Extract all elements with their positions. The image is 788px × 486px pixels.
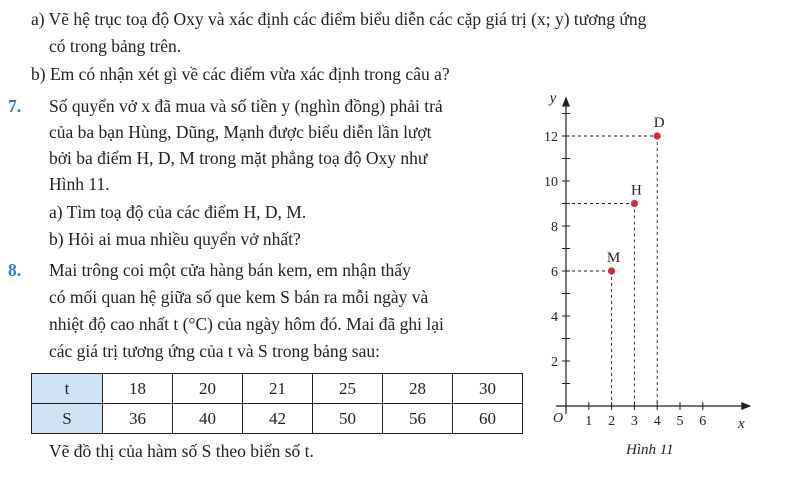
- y-tick-label: 10: [544, 175, 558, 190]
- problem7-line: Hình 11.: [49, 174, 110, 194]
- data-point-d: [654, 132, 661, 139]
- table-cell: 56: [383, 404, 453, 434]
- problem8-line: các giá trị tương ứng của t và S trong bảng sau:: [49, 341, 380, 361]
- table-cell: 30: [453, 374, 523, 404]
- table-cell: 25: [313, 374, 383, 404]
- y-tick-label: 2: [551, 355, 558, 370]
- y-tick-label: 4: [551, 310, 558, 325]
- table-cell: 50: [313, 404, 383, 434]
- problem7-line: Số quyển vở x đã mua và số tiền y (nghìn đồng) phải trả: [49, 96, 443, 116]
- problem6-line-b: b) Em có nhận xét gì về các điểm vừa xác định trong câu a?: [31, 64, 450, 84]
- x-axis-arrow: [741, 402, 751, 410]
- y-tick-label: 6: [551, 265, 558, 280]
- t-s-value-table: [31, 373, 523, 434]
- x-tick-label: 2: [608, 414, 616, 429]
- table-cell: 40: [173, 404, 243, 434]
- row-label-s: S: [32, 404, 103, 434]
- point-label-h: H: [630, 182, 642, 199]
- problem8-line: có mối quan hệ giữa số que kem S bán ra mỗi ngày và: [49, 287, 429, 307]
- x-tick-label: 4: [653, 414, 661, 429]
- table-row-t: [32, 374, 523, 404]
- table-cell: 28: [383, 374, 453, 404]
- table-cell: 20: [173, 374, 243, 404]
- problem8-number: 8.: [8, 260, 22, 280]
- x-tick-label: 6: [699, 414, 707, 429]
- origin-label: O: [552, 411, 564, 426]
- table-row-s: [32, 404, 523, 434]
- problem6-line-a-cont: có trong bảng trên.: [49, 36, 182, 56]
- table-cell: 36: [103, 404, 173, 434]
- table-cell: 42: [243, 404, 313, 434]
- coordinate-plane-chart: [528, 92, 778, 432]
- problem7-part-b: b) Hỏi ai mua nhiều quyển vở nhất?: [49, 229, 301, 249]
- problem8-task: Vẽ đồ thị của hàm số S theo biến số t.: [49, 441, 314, 461]
- table-cell: 21: [243, 374, 313, 404]
- point-label-d: D: [653, 115, 665, 131]
- x-tick-label: 5: [676, 414, 684, 429]
- table-cell: 60: [453, 404, 523, 434]
- row-label-t: t: [32, 374, 103, 404]
- data-point-h: [631, 200, 638, 207]
- table-cell: 18: [103, 374, 173, 404]
- y-axis-label: y: [549, 92, 557, 107]
- y-tick-label: 12: [544, 130, 558, 145]
- data-point-m: [608, 267, 615, 274]
- x-tick-label: 1: [585, 414, 593, 429]
- x-tick-label: 3: [630, 414, 638, 429]
- point-label-m: M: [606, 250, 621, 266]
- problem7-line: bởi ba điểm H, D, M trong mặt phẳng toạ độ Oxy như: [49, 148, 428, 168]
- problem7-part-a: a) Tìm toạ độ của các điểm H, D, M.: [49, 202, 307, 222]
- problem7-number: 7.: [8, 96, 22, 116]
- problem8-line: nhiệt độ cao nhất t (°C) của ngày hôm đó. Mai đã ghi lại: [49, 314, 444, 334]
- x-axis-label: x: [737, 416, 745, 432]
- problem7-line: của ba bạn Hùng, Dũng, Mạnh được biểu diễn lần lượt: [49, 122, 432, 142]
- problem6-line-a: a) Vẽ hệ trục toạ độ Oxy và xác định các điểm biểu diễn các cặp giá trị (x; y) tương ứng: [31, 9, 647, 29]
- y-tick-label: 8: [551, 220, 558, 235]
- problem8-line: Mai trông coi một cửa hàng bán kem, em nhận thấy: [49, 260, 411, 280]
- figure-caption: Hình 11: [626, 442, 674, 458]
- y-axis-arrow: [562, 97, 570, 107]
